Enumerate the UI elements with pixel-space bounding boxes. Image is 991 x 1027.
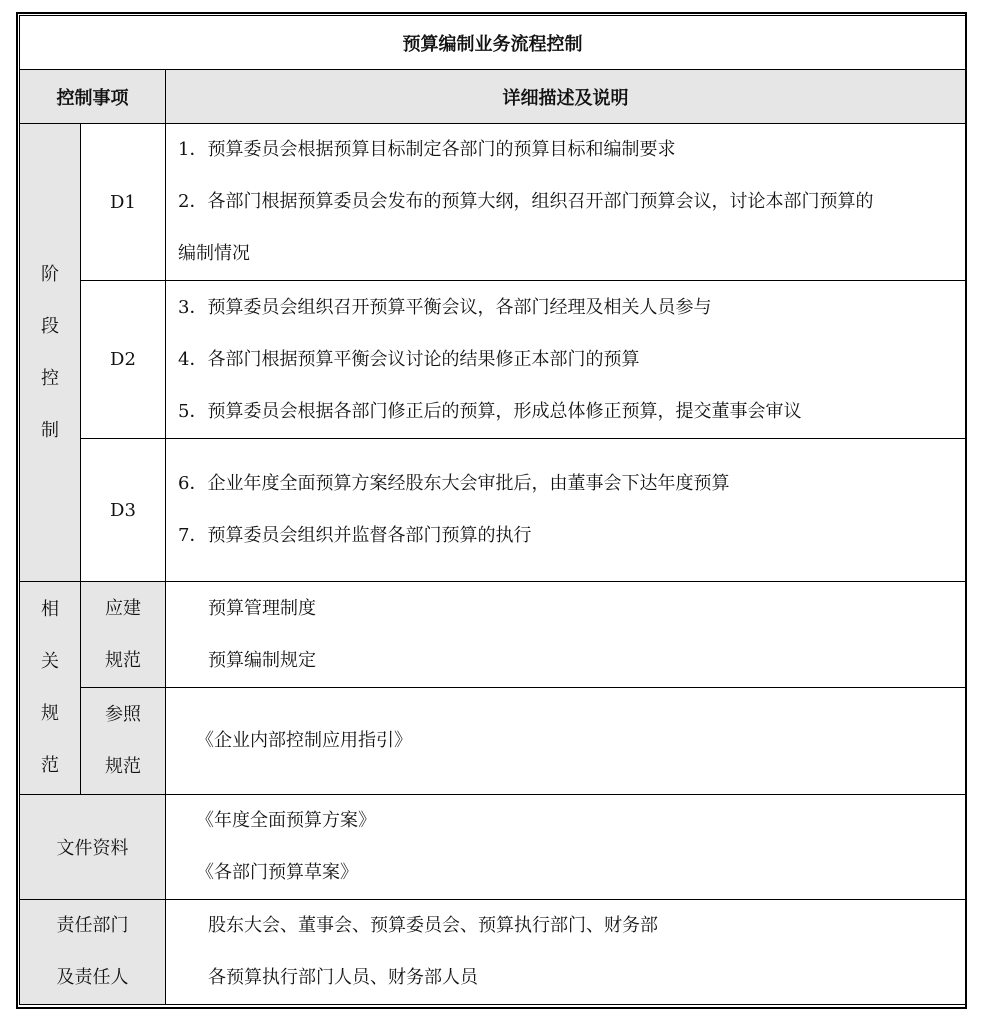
description-line: 3．预算委员会组织召开预算平衡会议，各部门经理及相关人员参与 xyxy=(178,296,712,318)
stage-code-d1: D1 xyxy=(81,124,166,281)
documents-list xyxy=(166,795,966,900)
table-title: 预算编制业务流程控制 xyxy=(20,16,966,70)
reference-norms-label: 参照 规范 xyxy=(81,688,166,795)
description-line: 6．企业年度全面预算方案经股东大会审批后，由董事会下达年度预算 xyxy=(178,473,730,494)
responsible-list xyxy=(166,900,966,1005)
stage-code-d2: D2 xyxy=(81,281,166,439)
header-description: 详细描述及说明 xyxy=(166,70,966,124)
stage-d2-description xyxy=(166,281,966,439)
responsible-label: 责任部门 及责任人 xyxy=(20,900,166,1005)
description-line: 5．预算委员会根据各部门修正后的预算，形成总体修正预算，提交董事会审议 xyxy=(178,400,802,422)
stage-d3-description xyxy=(166,439,966,582)
description-line: 2．各部门根据预算委员会发布的预算大纲，组织召开部门预算会议，讨论本部门预算的 xyxy=(178,191,874,212)
stage-code-d3: D3 xyxy=(81,439,166,582)
documents-label: 文件资料 xyxy=(20,795,166,900)
list-item: 《各部门预算草案》 xyxy=(196,862,358,883)
description-line: 7．预算委员会组织并监督各部门预算的执行 xyxy=(178,525,532,546)
should-build-norms-label: 应建 规范 xyxy=(81,582,166,688)
description-line: 1．预算委员会根据预算目标制定各部门的预算目标和编制要求 xyxy=(178,139,676,160)
description-line: 4．各部门根据预算平衡会议讨论的结果修正本部门的预算 xyxy=(178,348,640,370)
should-build-norms-list xyxy=(166,582,966,688)
list-item: 各预算执行部门人员、财务部人员 xyxy=(208,967,478,988)
list-item: 预算编制规定 xyxy=(208,649,316,671)
list-item: 《年度全面预算方案》 xyxy=(196,810,376,831)
list-item: 《企业内部控制应用指引》 xyxy=(196,730,412,751)
process-control-table xyxy=(19,15,966,1005)
stage-d1-description xyxy=(166,124,966,281)
related-norms-label: 相 关 规 范 xyxy=(20,582,81,795)
description-line: 编制情况 xyxy=(178,243,250,264)
reference-norms-list xyxy=(166,688,966,795)
list-item: 股东大会、董事会、预算委员会、预算执行部门、财务部 xyxy=(208,915,658,936)
header-control-item: 控制事项 xyxy=(20,70,166,124)
stage-control-label: 阶 段 控 制 xyxy=(20,124,81,582)
list-item: 预算管理制度 xyxy=(208,597,316,619)
